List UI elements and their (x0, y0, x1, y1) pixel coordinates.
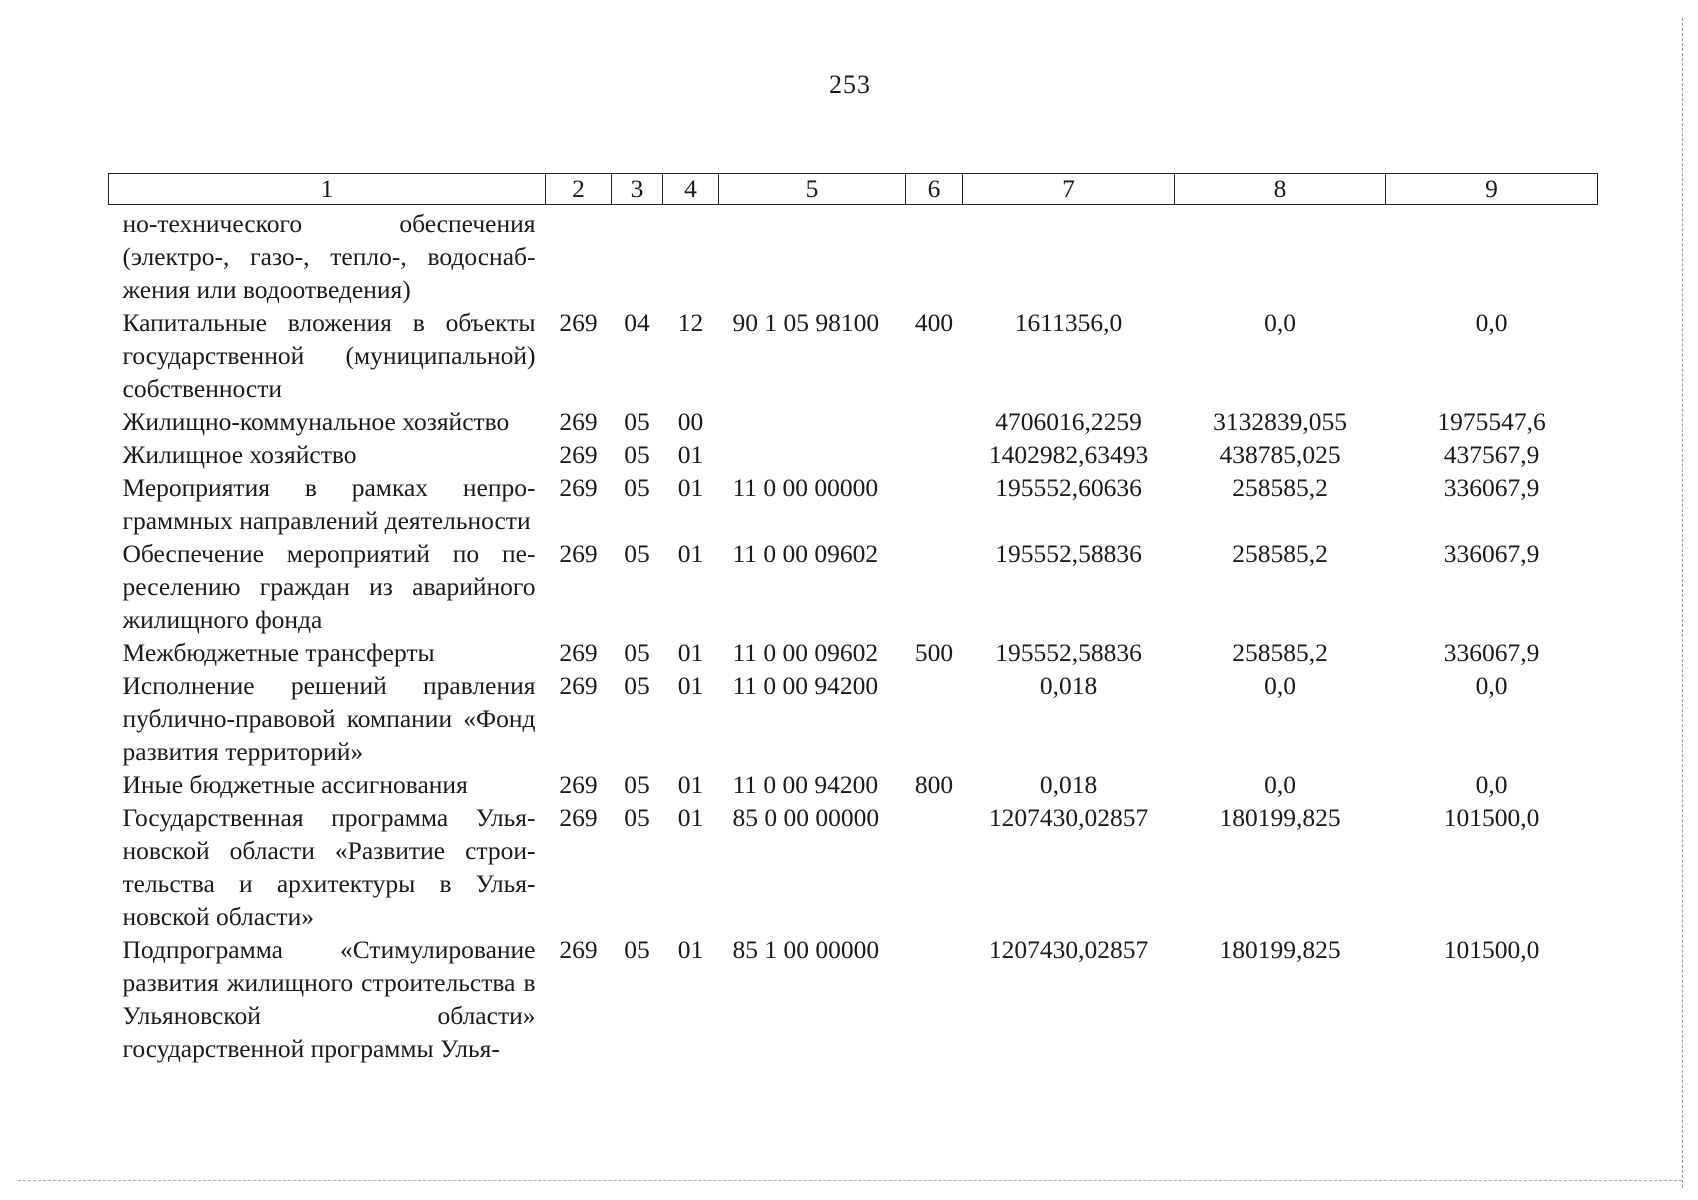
cell-col3: 05 (624, 638, 650, 667)
row-name: Подпрограмма «Стимулирование развития жилищного строительства в Ульяновской области» государственной программы Улья- (122, 935, 536, 1063)
cell-col3: 04 (624, 308, 650, 337)
cell-col7: 0,018 (1039, 770, 1098, 799)
cell-col8: 0,0 (1264, 671, 1296, 700)
cell-col2: 269 (559, 407, 598, 436)
cell-col3: 05 (624, 671, 650, 700)
cell-col6: 400 (914, 308, 954, 337)
cell-col4: 01 (677, 935, 704, 964)
cell-col7: 1611356,0 (1014, 308, 1123, 337)
table-row (109, 471, 1598, 537)
row-name: Обеспечение мероприятий по переселению граждан из аварийного жилищного фонда (122, 539, 536, 634)
table-row (109, 306, 1598, 405)
cell-col4: 01 (677, 770, 704, 799)
cell-col4: 01 (677, 440, 704, 469)
cell-col2: 269 (559, 770, 598, 799)
scan-edge-bottom (18, 1180, 1682, 1181)
cell-col8: 258585,2 (1232, 638, 1328, 667)
table-row (109, 205, 1598, 307)
table-row (109, 669, 1598, 768)
cell-col2 (546, 205, 612, 307)
cell-col5 (719, 405, 906, 438)
cell-col8: 0,0 (1264, 308, 1296, 337)
cell-col2: 269 (559, 308, 598, 337)
cell-col2: 269 (559, 473, 598, 502)
cell-col5: 85 1 00 00000 (732, 935, 880, 964)
page-number: 253 (829, 70, 871, 99)
cell-col3: 05 (624, 539, 650, 568)
table-row (109, 933, 1598, 1065)
cell-col9: 0,0 (1475, 770, 1508, 799)
cell-col4: 12 (677, 308, 704, 337)
table-row (109, 537, 1598, 636)
cell-col6: 800 (914, 770, 954, 799)
cell-col6 (906, 801, 963, 933)
cell-col9: 1975547,6 (1437, 407, 1546, 436)
cell-col8 (1175, 205, 1386, 307)
column-header-7: 7 (963, 174, 1175, 205)
row-name: Исполнение решений правления публично-правовой компании «Фонд развития территорий» (122, 671, 536, 766)
cell-col5: 85 0 00 00000 (732, 803, 880, 832)
table-row (109, 438, 1598, 471)
cell-col8: 3132839,055 (1213, 407, 1347, 436)
cell-col7: 1402982,63493 (988, 440, 1149, 469)
column-header-8: 8 (1175, 174, 1386, 205)
cell-col9 (1386, 205, 1598, 307)
cell-col6: 500 (914, 638, 954, 667)
cell-col7: 195552,58836 (995, 638, 1142, 667)
cell-col7: 1207430,02857 (988, 803, 1149, 832)
cell-col6 (906, 933, 963, 1065)
cell-col7: 4706016,2259 (995, 407, 1142, 436)
table-row (109, 405, 1598, 438)
cell-col6 (906, 471, 963, 537)
table-row (109, 801, 1598, 933)
row-name: но-технического обеспечения (электро-, газо-, тепло-, водоснабжения или водоотведения) (122, 209, 536, 304)
table-body (109, 205, 1598, 1066)
cell-col9: 336067,9 (1443, 539, 1540, 568)
cell-col9: 336067,9 (1443, 473, 1540, 502)
cell-col5: 11 0 00 09602 (732, 638, 879, 667)
column-header-5: 5 (719, 174, 906, 205)
row-name: Жилищно-коммунальное хозяйство (122, 407, 510, 436)
cell-col9: 437567,9 (1443, 440, 1540, 469)
row-name: Межбюджетные трансферты (122, 638, 435, 667)
row-name: Иные бюджетные ассигнования (122, 770, 468, 799)
cell-col7: 0,018 (1039, 671, 1098, 700)
cell-col8: 180199,825 (1219, 803, 1341, 832)
cell-col8: 0,0 (1264, 770, 1296, 799)
cell-col3: 05 (624, 473, 650, 502)
cell-col7 (963, 205, 1175, 307)
cell-col2: 269 (559, 638, 598, 667)
cell-col5 (719, 205, 906, 307)
cell-col4 (663, 205, 719, 307)
cell-col5: 90 1 05 98100 (732, 308, 880, 337)
cell-col4: 01 (677, 473, 704, 502)
row-name: Мероприятия в рамках непрограммных направлений деятельности (122, 473, 536, 535)
cell-col6 (906, 205, 963, 307)
table-header (109, 174, 1598, 205)
cell-col6 (906, 537, 963, 636)
cell-col7: 195552,60636 (995, 473, 1142, 502)
cell-col8: 180199,825 (1219, 935, 1341, 964)
cell-col9: 101500,0 (1443, 935, 1540, 964)
cell-col4: 01 (677, 803, 704, 832)
cell-col2: 269 (559, 440, 598, 469)
cell-col8: 438785,025 (1219, 440, 1341, 469)
scan-edge-right (1682, 18, 1683, 1188)
cell-col5: 11 0 00 00000 (732, 473, 879, 502)
cell-col7: 1207430,02857 (988, 935, 1149, 964)
cell-col4: 01 (677, 638, 704, 667)
cell-col6 (906, 669, 963, 768)
cell-col4: 00 (677, 407, 704, 436)
cell-col4: 01 (677, 539, 704, 568)
cell-col2: 269 (559, 539, 598, 568)
cell-col2: 269 (559, 671, 598, 700)
column-header-3: 3 (612, 174, 663, 205)
row-name: Жилищное хозяйство (122, 440, 357, 469)
cell-col3: 05 (624, 770, 650, 799)
table-row (109, 768, 1598, 801)
table-row (109, 636, 1598, 669)
cell-col5: 11 0 00 09602 (732, 539, 879, 568)
cell-col3 (612, 205, 663, 307)
cell-col3: 05 (624, 440, 650, 469)
cell-col3: 05 (624, 935, 650, 964)
cell-col9: 0,0 (1475, 308, 1508, 337)
cell-col9: 101500,0 (1443, 803, 1540, 832)
cell-col4: 01 (677, 671, 704, 700)
cell-col6 (906, 405, 963, 438)
cell-col6 (906, 438, 963, 471)
cell-col5: 11 0 00 94200 (732, 671, 879, 700)
cell-col3: 05 (624, 803, 650, 832)
row-name: Государственная программа Ульяновской области «Развитие строительства и архитектуры в Ульяновской области» (122, 803, 536, 931)
column-header-2: 2 (546, 174, 612, 205)
cell-col5: 11 0 00 94200 (732, 770, 879, 799)
cell-col2: 269 (559, 803, 598, 832)
cell-col3: 05 (624, 407, 650, 436)
cell-col8: 258585,2 (1232, 473, 1328, 502)
cell-col5 (719, 438, 906, 471)
column-header-4: 4 (663, 174, 719, 205)
column-header-9: 9 (1386, 174, 1598, 205)
column-header-1: 1 (109, 174, 546, 205)
cell-col2: 269 (559, 935, 598, 964)
cell-col7: 195552,58836 (995, 539, 1142, 568)
cell-col9: 336067,9 (1443, 638, 1540, 667)
cell-col8: 258585,2 (1232, 539, 1328, 568)
budget-table (108, 173, 1598, 1065)
header-row (109, 174, 1598, 205)
column-header-6: 6 (906, 174, 963, 205)
cell-col9: 0,0 (1475, 671, 1508, 700)
row-name: Капитальные вложения в объекты государственной (муниципальной) собственности (122, 308, 536, 403)
